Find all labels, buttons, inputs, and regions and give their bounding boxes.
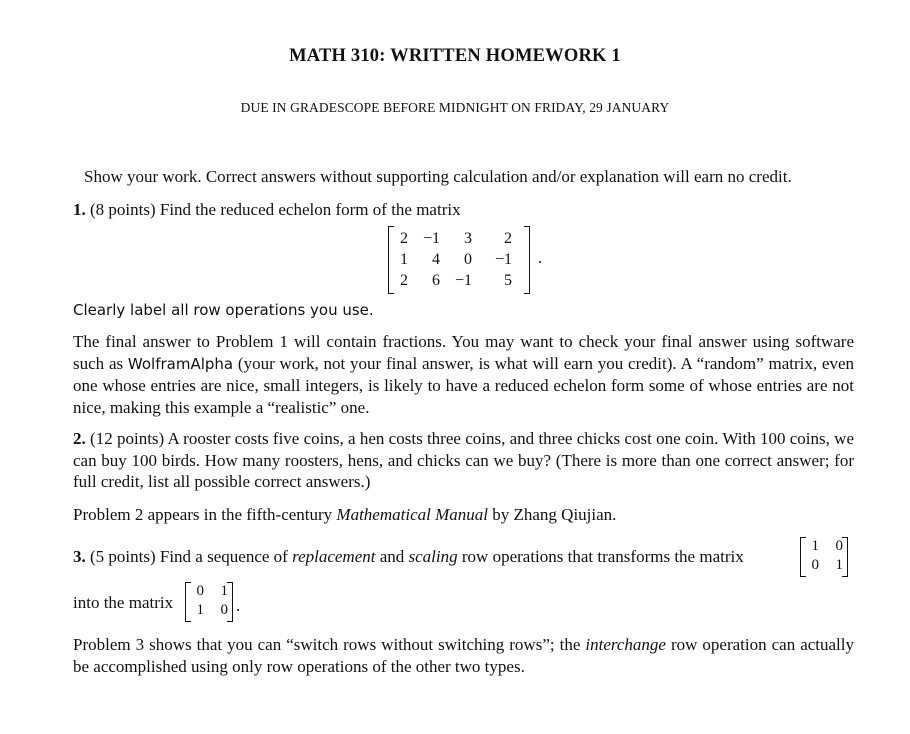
page-title: MATH 310: WRITTEN HOMEWORK 1 [289, 46, 621, 66]
matrix-cell: 0 [464, 251, 472, 268]
problem-1-fractions-paragraph: The final answer to Problem 1 will contain fractions. You may want to check your final answer using software such as WolframAlpha (your work, not your final answer, is what will earn you credit). A “random” matrix, even one whose entries are nice, small integers, is likely to have a reduced echelon form some of whose entries are not nice, making this example a “realistic” one. [73, 332, 854, 417]
matrix-cell: 1 [196, 602, 204, 618]
matrix-period: . [538, 248, 543, 267]
problem-2-note: Problem 2 appears in the fifth-century Mathematical Manual by Zhang Qiujian. [73, 505, 617, 524]
matrix-cell: 1 [220, 583, 228, 599]
matrix-cell: 4 [432, 251, 440, 268]
problem-1-number: 1. [73, 200, 86, 219]
matrix-grid [394, 228, 512, 291]
matrix-cell: −1 [454, 272, 472, 289]
right-bracket [524, 226, 530, 294]
matrix-cell: 0 [196, 583, 204, 599]
problem-3-into: into the matrix [73, 593, 174, 612]
matrix-cell: 0 [835, 538, 843, 554]
matrix-cell: 1 [835, 557, 843, 573]
problem-1-note: Clearly label all row operations you use. [73, 301, 374, 319]
right-bracket [227, 582, 233, 622]
problem-1-statement: 1. (8 points) Find the reduced echelon form of the matrix [73, 200, 461, 219]
matrix-cell: 6 [432, 272, 440, 289]
matrix-cell: 2 [400, 230, 408, 247]
matrix-cell: −1 [422, 230, 440, 247]
matrix-period: . [236, 596, 241, 615]
matrix-cell: 0 [220, 602, 228, 618]
matrix-cell: 0 [811, 557, 819, 573]
intro-paragraph: Show your work. Correct answers without supporting calculation and/or explanation will earn no credit. [84, 167, 792, 186]
book-title: Mathematical Manual [336, 505, 488, 524]
matrix-cell: 3 [464, 230, 472, 247]
right-bracket [842, 537, 848, 577]
matrix-cell: −1 [494, 251, 512, 268]
problem-2-statement: 2. (12 points) A rooster costs five coins, a hen costs three coins, and three chicks cost one coin. With 100 coins, we can buy 100 birds. How many roosters, hens, and chicks can we buy? (There is more than one correct answer; for full credit, list all possible correct answers.) [73, 429, 854, 491]
problem-2-number: 2. [73, 429, 86, 448]
matrix-cell: 1 [400, 251, 408, 268]
matrix-cell: 2 [400, 272, 408, 289]
matrix-cell: 1 [811, 538, 819, 554]
matrix-cell: 2 [504, 230, 512, 247]
matrix-cell: 5 [504, 272, 512, 289]
problem-3-number: 3. [73, 547, 86, 566]
matrix-grid [805, 537, 843, 575]
due-date: DUE IN GRADESCOPE BEFORE MIDNIGHT ON FRIDAY, 29 JANUARY [240, 100, 670, 115]
identity-matrix [800, 537, 848, 577]
software-name: WolframAlpha [127, 354, 234, 373]
problem-3-statement: 3. (5 points) Find a sequence of replacement and scaling row operations that transforms the matrix [73, 547, 744, 566]
problem-1-matrix [388, 226, 530, 294]
matrix-grid [190, 582, 228, 620]
problem-3-note: Problem 3 shows that you can “switch rows without switching rows”; the interchange row operation can actually be accomplished using only row operations of the other two types. [73, 635, 854, 676]
swap-matrix [185, 582, 233, 622]
